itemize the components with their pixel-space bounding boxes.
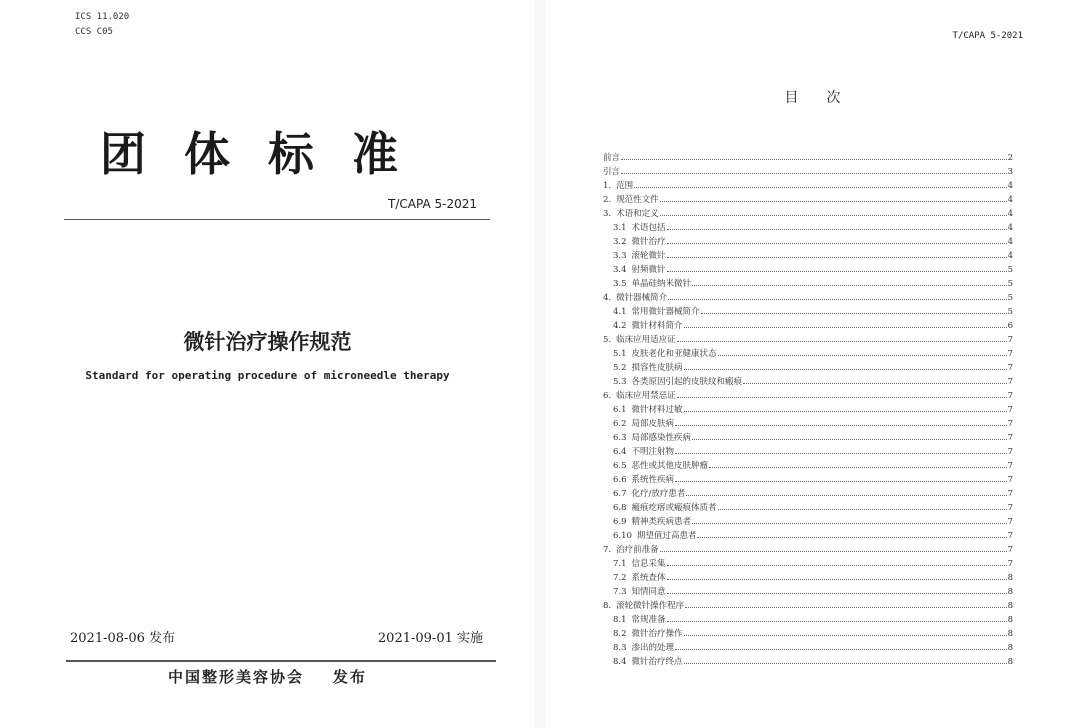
toc-dot-leader: [675, 649, 1007, 650]
toc-entry-title: 范围: [616, 181, 634, 191]
toc-entry: [603, 641, 1013, 655]
toc-entry: [603, 333, 1013, 347]
toc-entry: [603, 235, 1013, 249]
toc-entry: [603, 613, 1013, 627]
toc-entry-page: 3: [1007, 167, 1013, 177]
toc-entry-number: 8.3: [613, 643, 627, 653]
toc-entry: [603, 277, 1013, 291]
toc-entry-number: 6.5: [613, 461, 627, 471]
toc-entry-title: 皮肤老化和亚健康状态: [631, 349, 717, 359]
toc-entry-page: 7: [1007, 363, 1013, 373]
toc-entry-title: 系统性疾病: [631, 475, 675, 485]
toc-entry-number: 8.4: [613, 657, 627, 667]
toc-dot-leader: [634, 187, 1006, 188]
toc-entry-page: 7: [1007, 335, 1013, 345]
toc-entry-number: 4.2: [613, 321, 627, 331]
toc-entry: [603, 389, 1013, 403]
toc-entry-number: 6.3: [613, 433, 627, 443]
toc-entry: [603, 207, 1013, 221]
toc-entry-page: 8: [1007, 615, 1013, 625]
toc-entry-title: 局部皮肤病: [631, 419, 675, 429]
toc-entry-page: 7: [1007, 419, 1013, 429]
toc-entry-page: 7: [1007, 405, 1013, 415]
toc-entry-page: 5: [1007, 293, 1013, 303]
toc-entry-title: 微针治疗操作: [631, 629, 683, 639]
toc-entry-page: 7: [1007, 349, 1013, 359]
toc-entry-number: 6.6: [613, 475, 627, 485]
toc-dot-leader: [684, 327, 1007, 328]
toc-entry-number: 3.5: [613, 279, 627, 289]
toc-dot-leader: [667, 621, 1007, 622]
toc-entry-title: 信息采集: [631, 559, 666, 569]
toc-entry-page: 4: [1007, 181, 1013, 191]
toc-entry-page: 4: [1007, 251, 1013, 261]
toc-entry-page: 6: [1007, 321, 1013, 331]
toc-entry-page: 8: [1007, 643, 1013, 653]
toc-dot-leader: [701, 313, 1007, 314]
toc-entry-title: 滚轮微针操作程序: [616, 601, 685, 611]
toc-entry-title: 微针治疗: [631, 237, 666, 247]
toc-dot-leader: [667, 565, 1007, 566]
toc-dot-leader: [660, 215, 1007, 216]
toc-entry-number: 1.: [603, 181, 612, 191]
toc-entry-page: 5: [1007, 279, 1013, 289]
toc-entry: [603, 375, 1013, 389]
toc-entry: [603, 165, 1013, 179]
toc-entry-number: 6.1: [613, 405, 627, 415]
toc-entry-title: 知情同意: [631, 587, 666, 597]
toc-entry: [603, 599, 1013, 613]
toc-dot-leader: [621, 173, 1007, 174]
toc-entry-page: 2: [1007, 153, 1013, 163]
toc-entry-number: 3.1: [613, 223, 627, 233]
standard-code: T/CAPA 5-2021: [388, 197, 477, 211]
toc-entry-page: 7: [1007, 517, 1013, 527]
toc-entry: [603, 445, 1013, 459]
toc-entry-title: 恶性或其他皮肤肿瘤: [631, 461, 709, 471]
toc-entry: [603, 431, 1013, 445]
toc-dot-leader: [667, 229, 1007, 230]
toc-entry-page: 4: [1007, 223, 1013, 233]
toc-dot-leader: [660, 551, 1007, 552]
toc-entry-number: 6.10: [613, 531, 632, 541]
toc-dot-leader: [667, 593, 1007, 594]
toc-dot-leader: [685, 607, 1006, 608]
toc-entry-title: 微针器械简介: [616, 293, 668, 303]
toc-entry-title: 损容性皮肤病: [631, 363, 683, 373]
toc-entry-page: 8: [1007, 573, 1013, 583]
toc-entry-page: 7: [1007, 545, 1013, 555]
toc-entry-title: 不明注射物: [631, 447, 675, 457]
toc-dot-leader: [667, 271, 1007, 272]
toc-entry-number: 5.1: [613, 349, 627, 359]
toc-entry: [603, 249, 1013, 263]
toc-dot-leader: [675, 453, 1007, 454]
toc-entry-title: 渗出的处理: [631, 643, 675, 653]
toc-entry-title: 前言: [603, 153, 621, 163]
standard-chinese-name: 微针治疗操作规范: [183, 330, 352, 354]
toc-entry: [603, 263, 1013, 277]
page-header-code: T/CAPA 5-2021: [952, 31, 1023, 41]
toc-entry-title: 临床应用禁忌证: [616, 391, 676, 401]
toc-page: [545, 0, 1080, 728]
toc-dot-leader: [621, 159, 1007, 160]
toc-dot-leader: [684, 411, 1007, 412]
toc-entry: [603, 487, 1013, 501]
ccs-code: CCS C05: [75, 27, 113, 37]
toc-entry: [603, 473, 1013, 487]
toc-entry-title: 微针材料简介: [631, 321, 683, 331]
toc-entry: [603, 557, 1013, 571]
toc-dot-leader: [684, 663, 1007, 664]
publisher: 中国整形美容协会 发布: [168, 668, 367, 686]
toc-entry-number: 4.1: [613, 307, 627, 317]
toc-entry-number: 7.1: [613, 559, 627, 569]
table-of-contents: [603, 151, 1013, 669]
toc-entry: [603, 221, 1013, 235]
toc-entry-page: 8: [1007, 657, 1013, 667]
toc-dot-leader: [718, 355, 1007, 356]
toc-entry-page: 7: [1007, 475, 1013, 485]
toc-entry: [603, 627, 1013, 641]
toc-entry-title: 精神类疾病患者: [631, 517, 692, 527]
toc-entry-number: 6.2: [613, 419, 627, 429]
toc-dot-leader: [667, 243, 1007, 244]
toc-entry-number: 4.: [603, 293, 612, 303]
toc-entry-page: 7: [1007, 503, 1013, 513]
toc-entry-number: 2.: [603, 195, 612, 205]
toc-entry-number: 7.2: [613, 573, 627, 583]
bottom-divider: [66, 660, 496, 662]
toc-dot-leader: [684, 635, 1007, 636]
toc-entry: [603, 459, 1013, 473]
toc-entry-page: 4: [1007, 209, 1013, 219]
toc-entry: [603, 319, 1013, 333]
toc-entry-title: 单晶硅纳米微针: [631, 279, 692, 289]
toc-dot-leader: [743, 383, 1007, 384]
toc-entry-number: 6.4: [613, 447, 627, 457]
toc-entry: [603, 347, 1013, 361]
toc-entry-title: 术语包括: [631, 223, 666, 233]
toc-entry-title: 射频微针: [631, 265, 666, 275]
toc-dot-leader: [709, 467, 1007, 468]
toc-entry-number: 5.: [603, 335, 612, 345]
toc-entry-title: 微针治疗终点: [631, 657, 683, 667]
top-divider: [64, 219, 490, 220]
toc-entry: [603, 403, 1013, 417]
toc-dot-leader: [675, 425, 1007, 426]
toc-dot-leader: [686, 495, 1006, 496]
toc-dot-leader: [718, 509, 1007, 510]
toc-entry: [603, 529, 1013, 543]
toc-entry: [603, 151, 1013, 165]
toc-entry-number: 6.: [603, 391, 612, 401]
toc-entry: [603, 655, 1013, 669]
toc-entry: [603, 585, 1013, 599]
toc-entry-title: 常规准备: [631, 615, 666, 625]
toc-dot-leader: [668, 299, 1006, 300]
toc-entry-page: 8: [1007, 629, 1013, 639]
toc-entry: [603, 361, 1013, 375]
toc-entry: [603, 543, 1013, 557]
toc-entry-number: 3.2: [613, 237, 627, 247]
toc-entry-page: 7: [1007, 447, 1013, 457]
toc-entry-title: 微针材料过敏: [631, 405, 683, 415]
toc-entry-number: 5.2: [613, 363, 627, 373]
toc-entry-number: 7.3: [613, 587, 627, 597]
toc-entry-page: 7: [1007, 391, 1013, 401]
toc-entry-title: 局部感染性疾病: [631, 433, 692, 443]
toc-entry-number: 5.3: [613, 377, 627, 387]
toc-dot-leader: [660, 201, 1007, 202]
toc-entry: [603, 193, 1013, 207]
toc-entry-title: 瘢痕疙瘩或瘢痕体质者: [631, 503, 717, 513]
toc-entry-page: 5: [1007, 307, 1013, 317]
toc-entry-number: 3.: [603, 209, 612, 219]
toc-entry-title: 化疗/放疗患者: [631, 489, 686, 499]
toc-entry: [603, 515, 1013, 529]
toc-dot-leader: [667, 257, 1007, 258]
toc-entry-page: 7: [1007, 461, 1013, 471]
toc-entry-number: 8.: [603, 601, 612, 611]
toc-entry-number: 8.2: [613, 629, 627, 639]
toc-entry-title: 规范性文件: [616, 195, 659, 205]
toc-entry-number: 3.4: [613, 265, 627, 275]
toc-entry-title: 治疗前准备: [616, 545, 659, 555]
publish-date: 2021-08-06 发布: [70, 631, 176, 646]
toc-entry: [603, 305, 1013, 319]
toc-entry-page: 4: [1007, 195, 1013, 205]
toc-entry-page: 8: [1007, 587, 1013, 597]
toc-entry-page: 7: [1007, 531, 1013, 541]
toc-entry-page: 7: [1007, 433, 1013, 443]
toc-entry-title: 各类原因引起的皮肤纹和瘢痕: [631, 377, 743, 387]
toc-entry-title: 滚轮微针: [631, 251, 666, 261]
toc-entry-number: 6.7: [613, 489, 627, 499]
standard-type-title: 团体标准: [100, 127, 436, 181]
toc-entry-page: 5: [1007, 265, 1013, 275]
toc-entry: [603, 179, 1013, 193]
toc-entry: [603, 417, 1013, 431]
toc-dot-leader: [692, 523, 1007, 524]
toc-entry-number: 8.1: [613, 615, 627, 625]
toc-dot-leader: [677, 341, 1007, 342]
toc-entry-title: 常用微针器械简介: [631, 307, 700, 317]
toc-dot-leader: [692, 439, 1007, 440]
toc-heading: 目次: [784, 90, 869, 106]
toc-entry-title: 期望值过高患者: [636, 531, 697, 541]
toc-entry: [603, 571, 1013, 585]
toc-entry-page: 4: [1007, 237, 1013, 247]
toc-entry-number: 6.8: [613, 503, 627, 513]
toc-entry-title: 系统查体: [631, 573, 666, 583]
toc-dot-leader: [667, 579, 1007, 580]
toc-entry: [603, 501, 1013, 515]
toc-entry-number: 3.3: [613, 251, 627, 261]
toc-entry-title: 引言: [603, 167, 621, 177]
classification-codes: [75, 10, 129, 40]
toc-dot-leader: [675, 481, 1007, 482]
toc-entry-page: 7: [1007, 559, 1013, 569]
ics-code: ICS 11.020: [75, 12, 130, 22]
toc-entry-number: 7.: [603, 545, 612, 555]
toc-dot-leader: [684, 369, 1007, 370]
toc-entry-title: 术语和定义: [616, 209, 659, 219]
page-gutter: [535, 0, 545, 728]
toc-entry-page: 7: [1007, 489, 1013, 499]
standard-english-name: Standard for operating procedure of microneedle therapy: [85, 369, 450, 382]
toc-entry-number: 6.9: [613, 517, 627, 527]
toc-entry-page: 7: [1007, 377, 1013, 387]
toc-entry-title: 临床应用适应证: [616, 335, 676, 345]
cover-page: [0, 0, 535, 728]
implement-date: 2021-09-01 实施: [377, 631, 483, 646]
toc-entry-page: 8: [1007, 601, 1013, 611]
toc-dot-leader: [677, 397, 1007, 398]
toc-entry: [603, 291, 1013, 305]
toc-dot-leader: [692, 285, 1007, 286]
toc-dot-leader: [697, 537, 1006, 538]
